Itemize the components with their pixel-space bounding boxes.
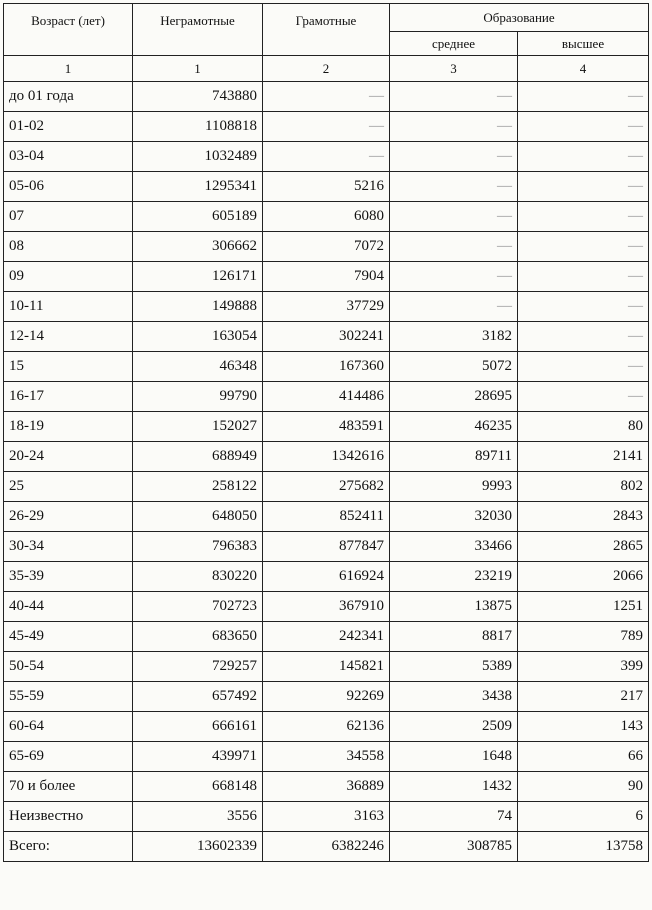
cell-age: 26-29 bbox=[4, 502, 133, 532]
cell-secondary: 2509 bbox=[390, 712, 518, 742]
table-row bbox=[4, 712, 649, 742]
cell-literate: 1342616 bbox=[263, 442, 390, 472]
cell-secondary: — bbox=[390, 232, 518, 262]
cell-illiterate: 743880 bbox=[133, 82, 263, 112]
table-body bbox=[4, 82, 649, 862]
table-row bbox=[4, 442, 649, 472]
cell-illiterate: 439971 bbox=[133, 742, 263, 772]
table-row bbox=[4, 232, 649, 262]
cell-higher: 66 bbox=[518, 742, 649, 772]
table-row bbox=[4, 412, 649, 442]
cell-literate: 62136 bbox=[263, 712, 390, 742]
cell-illiterate: 688949 bbox=[133, 442, 263, 472]
table-row bbox=[4, 772, 649, 802]
table-row bbox=[4, 502, 649, 532]
cell-secondary: 3438 bbox=[390, 682, 518, 712]
cell-secondary: 3182 bbox=[390, 322, 518, 352]
cell-secondary: 32030 bbox=[390, 502, 518, 532]
cell-secondary: 89711 bbox=[390, 442, 518, 472]
column-number: 2 bbox=[263, 56, 390, 82]
cell-age: 30-34 bbox=[4, 532, 133, 562]
cell-age: 65-69 bbox=[4, 742, 133, 772]
table-row bbox=[4, 622, 649, 652]
cell-illiterate: 152027 bbox=[133, 412, 263, 442]
header-illiterate: Неграмотные bbox=[133, 4, 263, 56]
cell-age: Всего: bbox=[4, 832, 133, 862]
cell-illiterate: 149888 bbox=[133, 292, 263, 322]
cell-higher: — bbox=[518, 172, 649, 202]
cell-age: 35-39 bbox=[4, 562, 133, 592]
cell-age: 09 bbox=[4, 262, 133, 292]
cell-secondary: 8817 bbox=[390, 622, 518, 652]
cell-secondary: 5389 bbox=[390, 652, 518, 682]
header-higher: высшее bbox=[518, 32, 649, 56]
cell-illiterate: 830220 bbox=[133, 562, 263, 592]
cell-higher: 789 bbox=[518, 622, 649, 652]
table-row bbox=[4, 262, 649, 292]
cell-age: 70 и более bbox=[4, 772, 133, 802]
table-row bbox=[4, 532, 649, 562]
cell-higher: 2843 bbox=[518, 502, 649, 532]
cell-literate: — bbox=[263, 82, 390, 112]
table-row bbox=[4, 202, 649, 232]
cell-higher: — bbox=[518, 112, 649, 142]
cell-age: 12-14 bbox=[4, 322, 133, 352]
cell-illiterate: 3556 bbox=[133, 802, 263, 832]
cell-higher: — bbox=[518, 82, 649, 112]
table-row bbox=[4, 472, 649, 502]
table-row bbox=[4, 652, 649, 682]
cell-secondary: 13875 bbox=[390, 592, 518, 622]
cell-literate: 7904 bbox=[263, 262, 390, 292]
cell-illiterate: 1108818 bbox=[133, 112, 263, 142]
cell-illiterate: 605189 bbox=[133, 202, 263, 232]
cell-secondary: — bbox=[390, 82, 518, 112]
cell-higher: — bbox=[518, 202, 649, 232]
cell-higher: 399 bbox=[518, 652, 649, 682]
table-row bbox=[4, 802, 649, 832]
header-literate: Грамотные bbox=[263, 4, 390, 56]
cell-age: 60-64 bbox=[4, 712, 133, 742]
cell-illiterate: 1295341 bbox=[133, 172, 263, 202]
cell-literate: 5216 bbox=[263, 172, 390, 202]
cell-secondary: 5072 bbox=[390, 352, 518, 382]
table-row bbox=[4, 352, 649, 382]
table-row bbox=[4, 292, 649, 322]
cell-age: Неизвестно bbox=[4, 802, 133, 832]
table-row bbox=[4, 832, 649, 862]
cell-illiterate: 306662 bbox=[133, 232, 263, 262]
table-row bbox=[4, 592, 649, 622]
column-number: 3 bbox=[390, 56, 518, 82]
cell-higher: 90 bbox=[518, 772, 649, 802]
cell-literate: 483591 bbox=[263, 412, 390, 442]
cell-higher: — bbox=[518, 232, 649, 262]
table-row bbox=[4, 172, 649, 202]
cell-higher: 802 bbox=[518, 472, 649, 502]
cell-higher: — bbox=[518, 262, 649, 292]
cell-secondary: — bbox=[390, 292, 518, 322]
cell-literate: — bbox=[263, 112, 390, 142]
cell-age: 18-19 bbox=[4, 412, 133, 442]
table-row bbox=[4, 322, 649, 352]
column-number: 1 bbox=[4, 56, 133, 82]
cell-age: 08 bbox=[4, 232, 133, 262]
cell-higher: 6 bbox=[518, 802, 649, 832]
cell-age: 20-24 bbox=[4, 442, 133, 472]
cell-literate: 275682 bbox=[263, 472, 390, 502]
cell-higher: 2865 bbox=[518, 532, 649, 562]
cell-literate: 6382246 bbox=[263, 832, 390, 862]
cell-illiterate: 796383 bbox=[133, 532, 263, 562]
table-row bbox=[4, 382, 649, 412]
cell-age: 10-11 bbox=[4, 292, 133, 322]
cell-literate: 92269 bbox=[263, 682, 390, 712]
cell-age: 16-17 bbox=[4, 382, 133, 412]
header-age: Возраст (лет) bbox=[4, 4, 133, 56]
table-row bbox=[4, 562, 649, 592]
cell-literate: 37729 bbox=[263, 292, 390, 322]
cell-illiterate: 46348 bbox=[133, 352, 263, 382]
cell-higher: 80 bbox=[518, 412, 649, 442]
table-row bbox=[4, 82, 649, 112]
cell-secondary: — bbox=[390, 172, 518, 202]
cell-illiterate: 657492 bbox=[133, 682, 263, 712]
cell-illiterate: 126171 bbox=[133, 262, 263, 292]
cell-secondary: — bbox=[390, 142, 518, 172]
table-row bbox=[4, 682, 649, 712]
cell-literate: 36889 bbox=[263, 772, 390, 802]
cell-higher: 143 bbox=[518, 712, 649, 742]
cell-illiterate: 702723 bbox=[133, 592, 263, 622]
cell-illiterate: 729257 bbox=[133, 652, 263, 682]
header-row bbox=[4, 4, 649, 32]
cell-literate: 616924 bbox=[263, 562, 390, 592]
cell-secondary: 23219 bbox=[390, 562, 518, 592]
cell-illiterate: 666161 bbox=[133, 712, 263, 742]
cell-secondary: 308785 bbox=[390, 832, 518, 862]
cell-higher: 2141 bbox=[518, 442, 649, 472]
cell-literate: 7072 bbox=[263, 232, 390, 262]
cell-higher: — bbox=[518, 322, 649, 352]
cell-secondary: 28695 bbox=[390, 382, 518, 412]
cell-age: 01-02 bbox=[4, 112, 133, 142]
cell-literate: 367910 bbox=[263, 592, 390, 622]
cell-secondary: 1432 bbox=[390, 772, 518, 802]
cell-secondary: — bbox=[390, 112, 518, 142]
cell-higher: — bbox=[518, 382, 649, 412]
cell-age: 45-49 bbox=[4, 622, 133, 652]
cell-secondary: 33466 bbox=[390, 532, 518, 562]
cell-literate: 3163 bbox=[263, 802, 390, 832]
cell-higher: — bbox=[518, 292, 649, 322]
cell-illiterate: 683650 bbox=[133, 622, 263, 652]
cell-literate: 6080 bbox=[263, 202, 390, 232]
cell-age: 15 bbox=[4, 352, 133, 382]
cell-age: 07 bbox=[4, 202, 133, 232]
cell-illiterate: 163054 bbox=[133, 322, 263, 352]
cell-literate: 852411 bbox=[263, 502, 390, 532]
cell-illiterate: 1032489 bbox=[133, 142, 263, 172]
cell-literate: 242341 bbox=[263, 622, 390, 652]
cell-age: 25 bbox=[4, 472, 133, 502]
cell-illiterate: 13602339 bbox=[133, 832, 263, 862]
cell-secondary: 1648 bbox=[390, 742, 518, 772]
table-row bbox=[4, 142, 649, 172]
cell-higher: 217 bbox=[518, 682, 649, 712]
cell-age: 40-44 bbox=[4, 592, 133, 622]
header-secondary: среднее bbox=[390, 32, 518, 56]
cell-higher: — bbox=[518, 352, 649, 382]
cell-age: 55-59 bbox=[4, 682, 133, 712]
cell-higher: 2066 bbox=[518, 562, 649, 592]
table-row bbox=[4, 742, 649, 772]
cell-higher: — bbox=[518, 142, 649, 172]
cell-illiterate: 258122 bbox=[133, 472, 263, 502]
population-literacy-table bbox=[3, 3, 649, 862]
cell-secondary: — bbox=[390, 202, 518, 232]
column-number: 4 bbox=[518, 56, 649, 82]
cell-illiterate: 648050 bbox=[133, 502, 263, 532]
cell-literate: — bbox=[263, 142, 390, 172]
cell-illiterate: 668148 bbox=[133, 772, 263, 802]
column-number: 1 bbox=[133, 56, 263, 82]
cell-secondary: 9993 bbox=[390, 472, 518, 502]
cell-age: 50-54 bbox=[4, 652, 133, 682]
cell-age: 05-06 bbox=[4, 172, 133, 202]
cell-higher: 13758 bbox=[518, 832, 649, 862]
cell-literate: 877847 bbox=[263, 532, 390, 562]
cell-literate: 145821 bbox=[263, 652, 390, 682]
cell-literate: 414486 bbox=[263, 382, 390, 412]
cell-literate: 34558 bbox=[263, 742, 390, 772]
cell-age: 03-04 bbox=[4, 142, 133, 172]
cell-illiterate: 99790 bbox=[133, 382, 263, 412]
cell-literate: 302241 bbox=[263, 322, 390, 352]
cell-literate: 167360 bbox=[263, 352, 390, 382]
header-education: Образование bbox=[390, 4, 649, 32]
cell-higher: 1251 bbox=[518, 592, 649, 622]
table-row bbox=[4, 112, 649, 142]
cell-secondary: 46235 bbox=[390, 412, 518, 442]
cell-secondary: 74 bbox=[390, 802, 518, 832]
column-number-row bbox=[4, 56, 649, 82]
cell-age: до 01 года bbox=[4, 82, 133, 112]
cell-secondary: — bbox=[390, 262, 518, 292]
